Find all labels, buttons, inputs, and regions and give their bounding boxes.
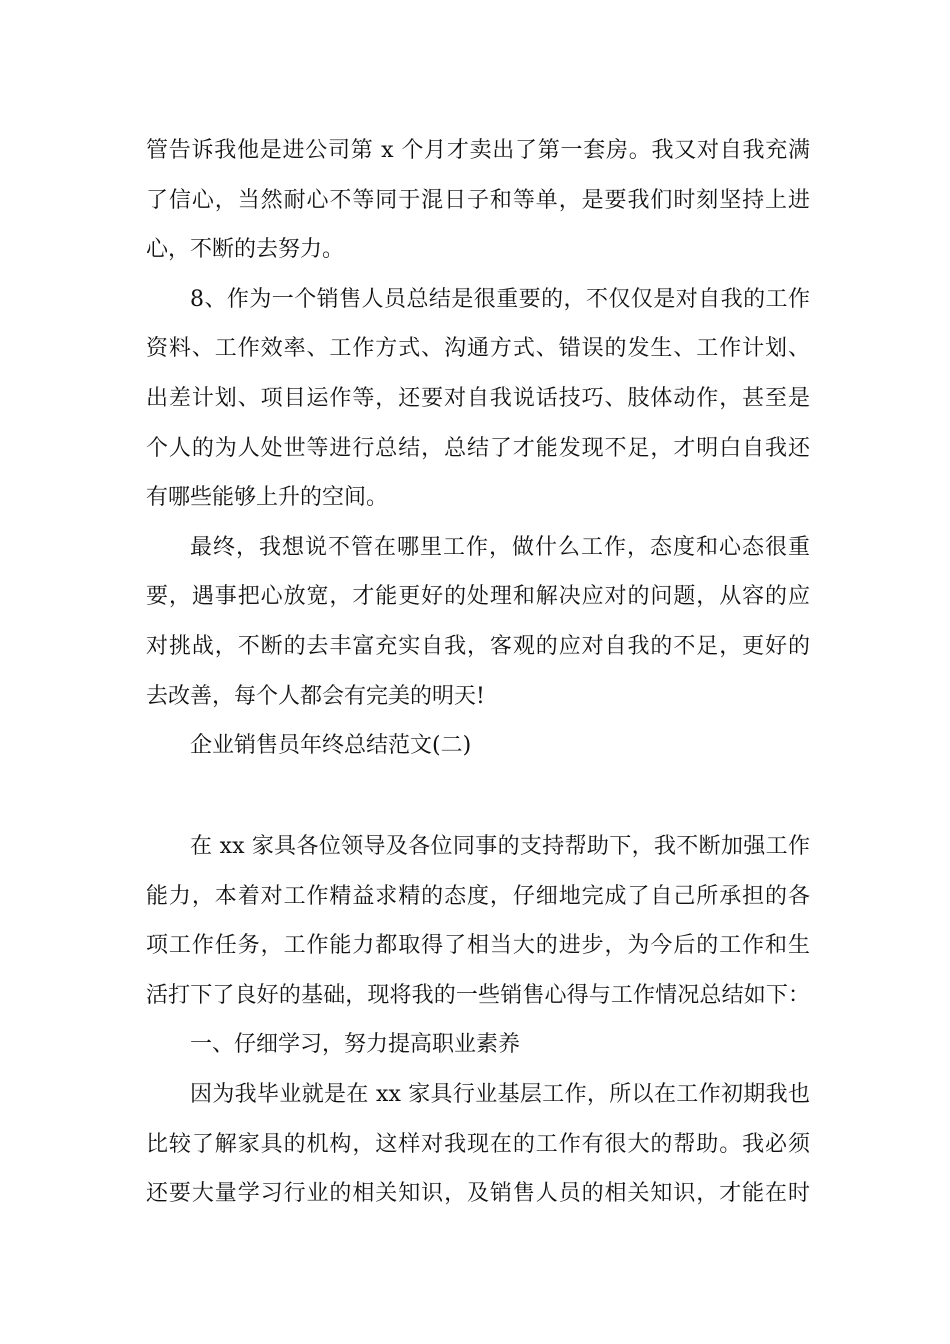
body-text-upper bbox=[146, 126, 810, 771]
text-line: 比较了解家具的机构，这样对我现在的工作有很大的帮助。我必须 bbox=[146, 1131, 810, 1157]
text-line: 资料、工作效率、工作方式、沟通方式、错误的发生、工作计划、 bbox=[146, 336, 810, 362]
text-line: 活打下了良好的基础，现将我的一些销售心得与工作情况总结如下： bbox=[146, 982, 810, 1008]
text-line: 心，不断的去努力。 bbox=[146, 237, 345, 263]
body-text-lower bbox=[146, 822, 810, 1219]
text-line: 能力，本着对工作精益求精的态度，仔细地完成了自己所承担的各 bbox=[146, 883, 810, 909]
text-line: 出差计划、项目运作等，还要对自我说话技巧、肢体动作，甚至是 bbox=[146, 385, 810, 411]
text-line: 因为我毕业就是在 xx 家具行业基层工作，所以在工作初期我也 bbox=[190, 1081, 810, 1107]
text-line: 还要大量学习行业的相关知识，及销售人员的相关知识，才能在时 bbox=[146, 1181, 810, 1207]
text-line: 去改善，每个人都会有完美的明天! bbox=[146, 683, 485, 709]
text-line: 要，遇事把心放宽，才能更好的处理和解决应对的问题，从容的应 bbox=[146, 584, 810, 610]
text-line: 管告诉我他是进公司第 x 个月才卖出了第一套房。我又对自我充满 bbox=[146, 138, 810, 163]
section-title: 企业销售员年终总结范文(二) bbox=[190, 733, 472, 759]
text-line: 了信心，当然耐心不等同于混日子和等单，是要我们时刻坚持上进 bbox=[146, 187, 810, 213]
text-line: 最终，我想说不管在哪里工作，做什么工作，态度和心态很重 bbox=[190, 534, 810, 560]
text-line: 对挑战，不断的去丰富充实自我，客观的应对自我的不足，更好的 bbox=[146, 633, 810, 659]
subsection-heading: 一、仔细学习，努力提高职业素养 bbox=[190, 1032, 521, 1058]
text-line: 有哪些能够上升的空间。 bbox=[146, 485, 389, 511]
text-line: 8、作为一个销售人员总结是很重要的，不仅仅是对自我的工作 bbox=[190, 286, 810, 312]
text-line: 个人的为人处世等进行总结，总结了才能发现不足，才明白自我还 bbox=[146, 435, 810, 461]
text-line: 项工作任务，工作能力都取得了相当大的进步，为今后的工作和生 bbox=[146, 933, 810, 959]
text-line: 在 xx 家具各位领导及各位同事的支持帮助下，我不断加强工作 bbox=[190, 834, 810, 859]
